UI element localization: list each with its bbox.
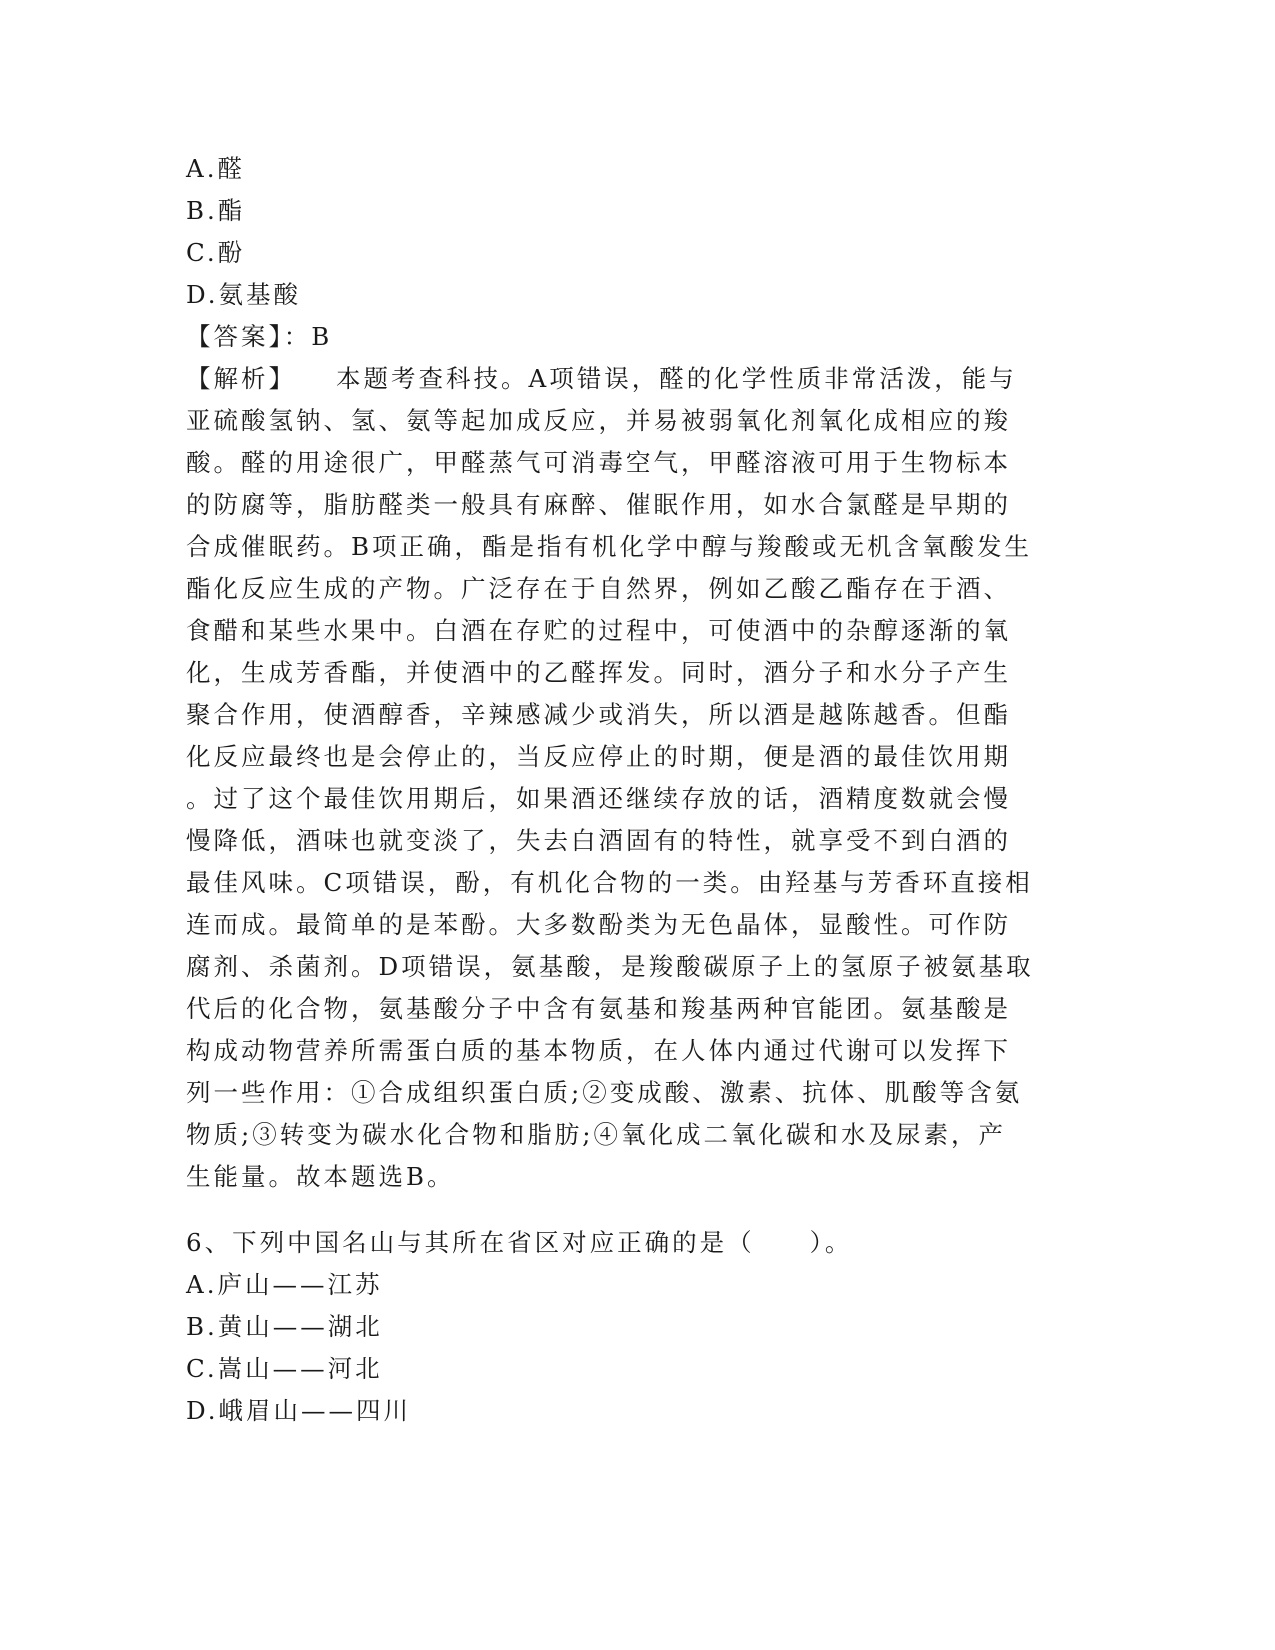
explanation-label: 【解析】 [186, 364, 296, 393]
q6-option-d: D.峨眉山——四川 [186, 1396, 412, 1425]
explanation-text: 本题考查科技。A项错误，醛的化学性质非常活泼，能与 [336, 364, 1017, 393]
explanation-line: 生能量。故本题选B。 [186, 1162, 455, 1191]
explanation-line: 物质;③转变为碳水化合物和脂肪;④氧化成二氧化碳和水及尿素，产 [186, 1120, 1007, 1149]
q5-answer [186, 316, 1076, 358]
q5-option-a: A.醛 [186, 154, 245, 183]
explanation-line: 连而成。最简单的是苯酚。大多数酚类为无色晶体，显酸性。可作防 [186, 910, 1011, 939]
q6-option-a: A.庐山——江苏 [186, 1270, 383, 1299]
explanation-line: 最佳风味。C项错误，酚，有机化合物的一类。由羟基与芳香环直接相 [186, 868, 1033, 897]
q5-option-c: C.酚 [186, 238, 246, 267]
q6-option-b: B.黄山——湖北 [186, 1312, 383, 1341]
explanation-line [186, 358, 1076, 400]
explanation-line: 食醋和某些水果中。白酒在存贮的过程中，可使酒中的杂醇逐渐的氧 [186, 616, 1011, 645]
document-content [186, 148, 1076, 1432]
explanation-line: 的防腐等，脂肪醛类一般具有麻醉、催眠作用，如水合氯醛是早期的 [186, 490, 1011, 519]
q5-option-b: B.酯 [186, 196, 246, 225]
explanation-line: 酸。醛的用途很广，甲醛蒸气可消毒空气，甲醛溶液可用于生物标本 [186, 448, 1011, 477]
q5-option-d: D.氨基酸 [186, 280, 302, 309]
explanation-line: 聚合作用，使酒醇香，辛辣感减少或消失，所以酒是越陈越香。但酯 [186, 700, 1011, 729]
q5-explanation [186, 358, 1076, 1198]
explanation-line: 酯化反应生成的产物。广泛存在于自然界，例如乙酸乙酯存在于酒、 [186, 574, 1011, 603]
explanation-line: 腐剂、杀菌剂。D项错误，氨基酸，是羧酸碳原子上的氢原子被氨基取 [186, 952, 1034, 981]
explanation-line: 合成催眠药。B项正确，酯是指有机化学中醇与羧酸或无机含氧酸发生 [186, 532, 1033, 561]
explanation-line: 亚硫酸氢钠、氢、氨等起加成反应，并易被弱氧化剂氧化成相应的羧 [186, 406, 1011, 435]
explanation-line: 慢降低，酒味也就变淡了，失去白酒固有的特性，就享受不到白酒的 [186, 826, 1011, 855]
q6-stem: 6、下列中国名山与其所在省区对应正确的是（ ）。 [186, 1228, 853, 1257]
explanation-line: 代后的化合物，氨基酸分子中含有氨基和羧基两种官能团。氨基酸是 [186, 994, 1011, 1023]
explanation-line: 化，生成芳香酯，并使酒中的乙醛挥发。同时，酒分子和水分子产生 [186, 658, 1011, 687]
answer-label: 【答案】： [186, 322, 312, 351]
explanation-line: 。过了这个最佳饮用期后，如果酒还继续存放的话，酒精度数就会慢 [186, 784, 1011, 813]
explanation-line: 构成动物营养所需蛋白质的基本物质，在人体内通过代谢可以发挥下 [186, 1036, 1011, 1065]
question-spacer [186, 1198, 1076, 1222]
q6-option-c: C.嵩山——河北 [186, 1354, 383, 1383]
answer-value: B [311, 322, 333, 351]
explanation-line: 列一些作用：①合成组织蛋白质;②变成酸、激素、抗体、肌酸等含氨 [186, 1078, 1023, 1107]
explanation-line: 化反应最终也是会停止的，当反应停止的时期，便是酒的最佳饮用期 [186, 742, 1011, 771]
